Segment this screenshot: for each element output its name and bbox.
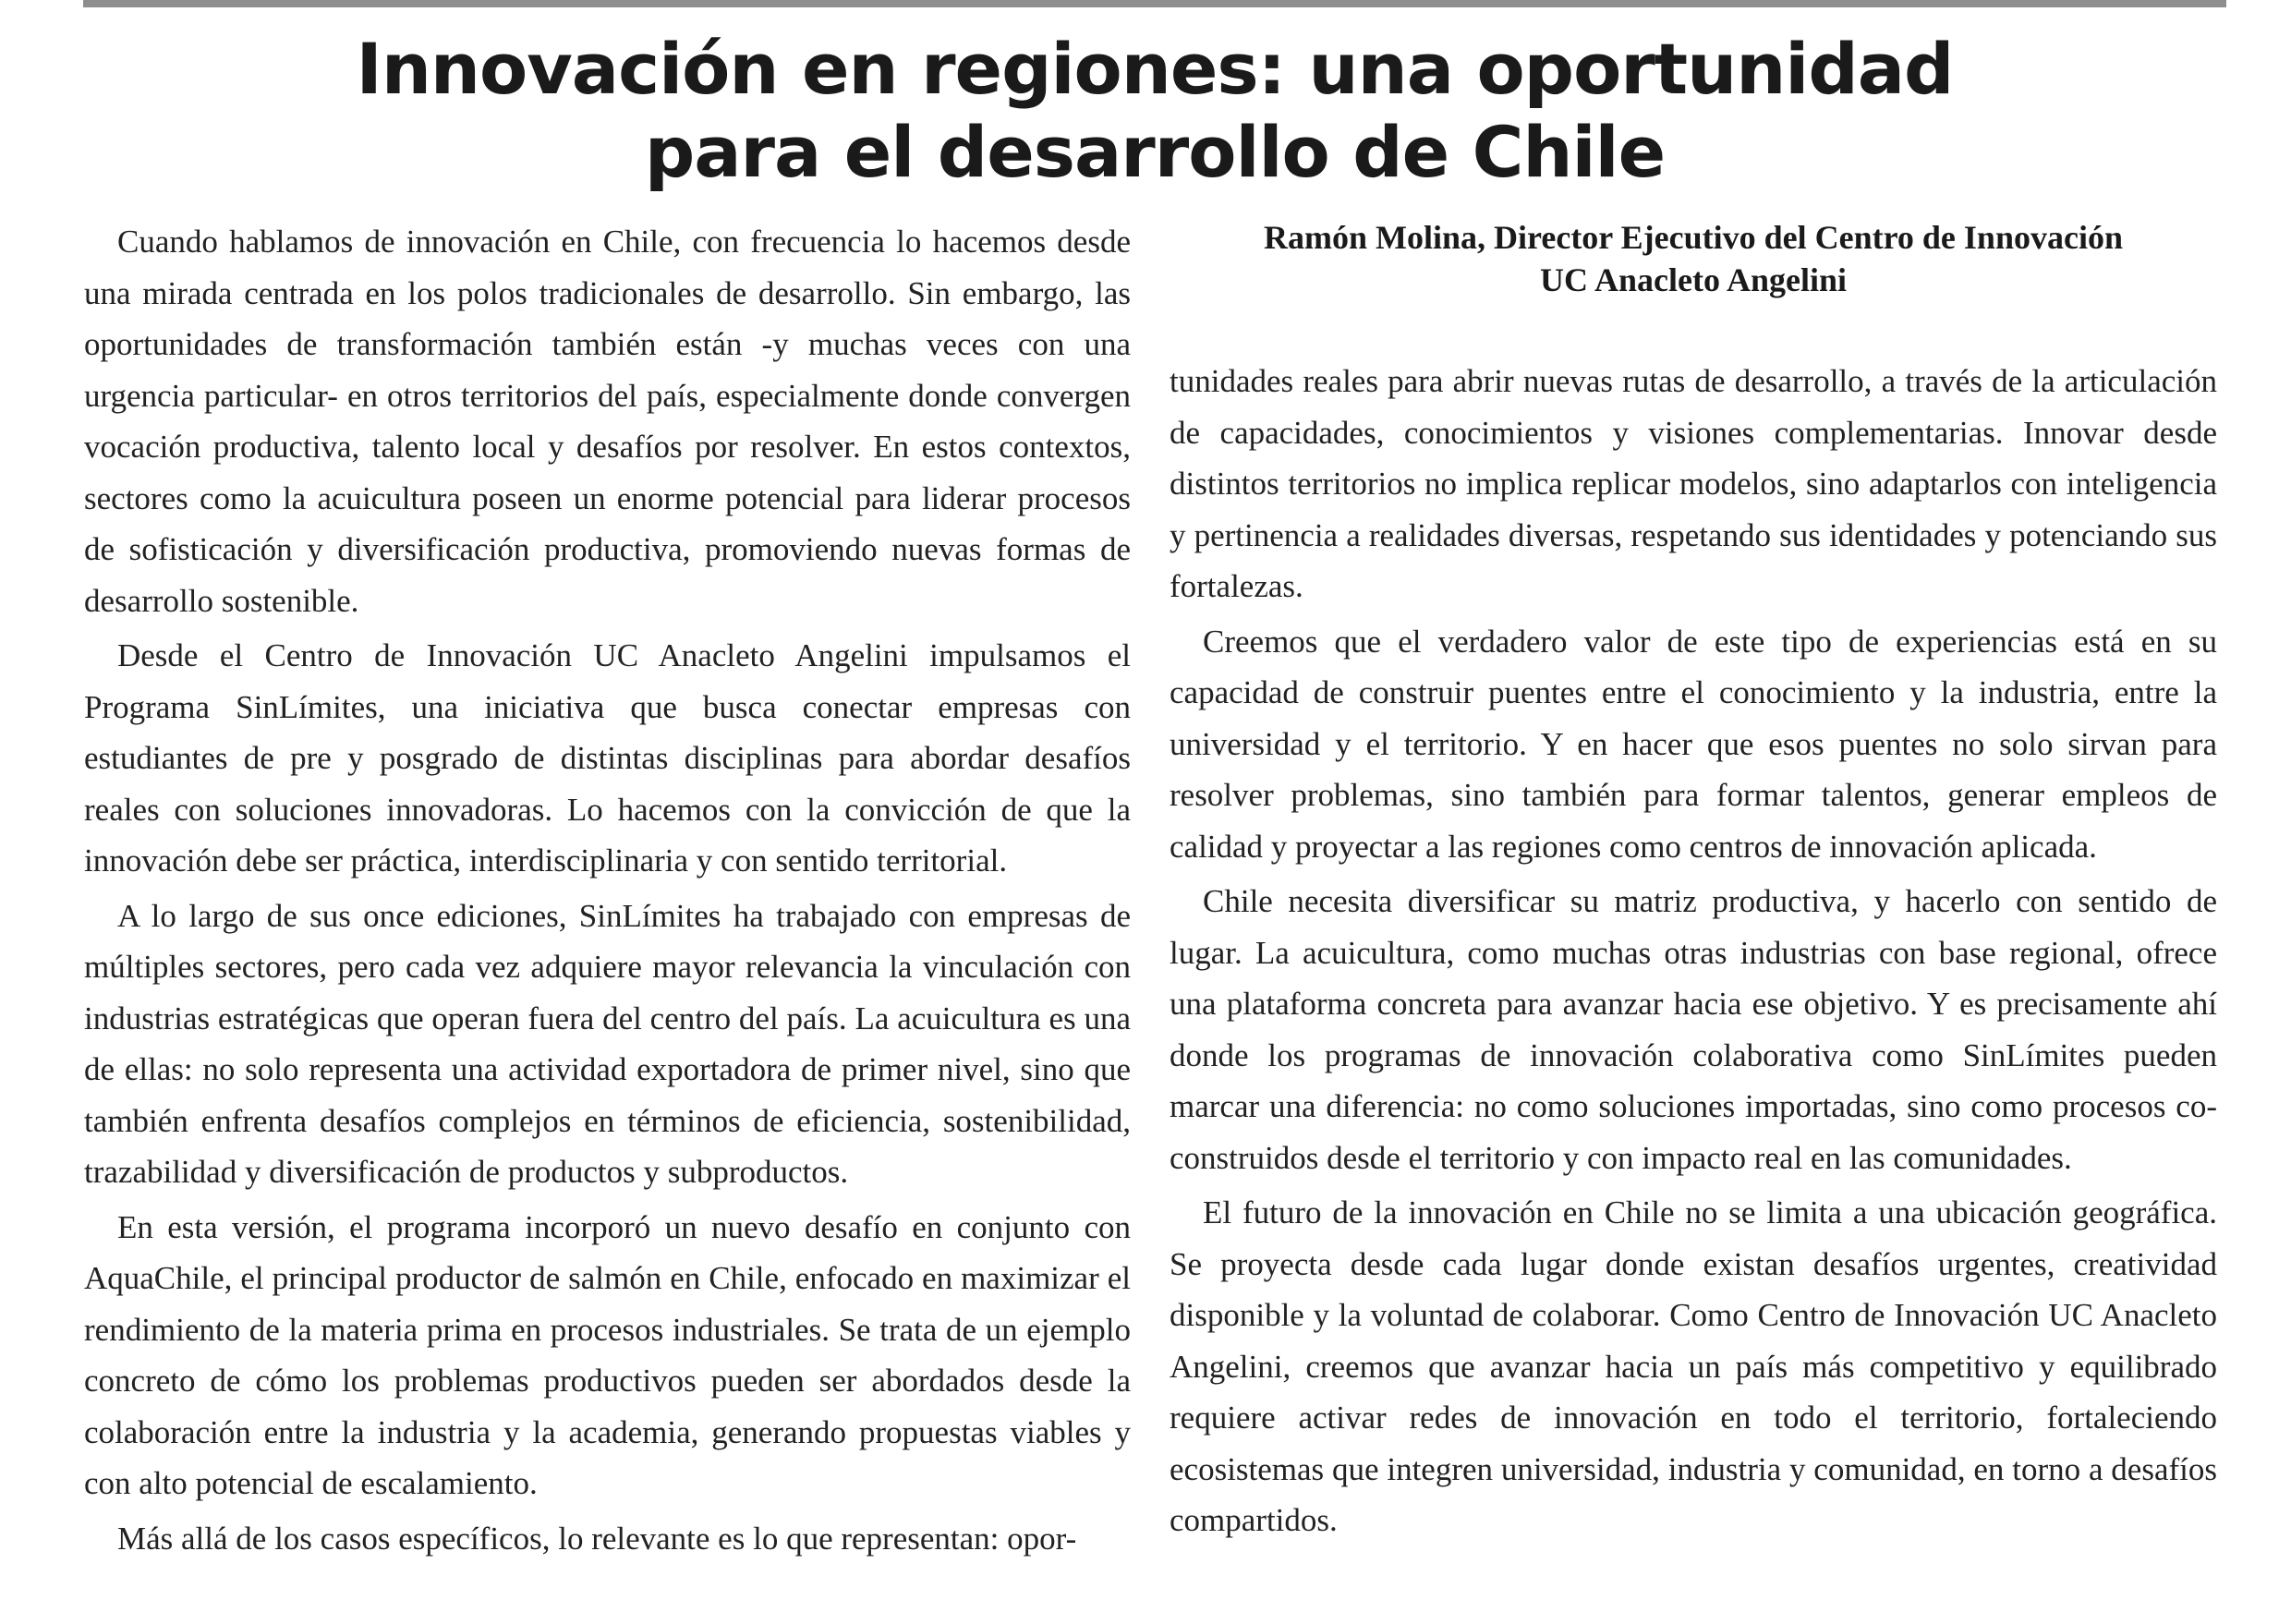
- top-rule: [83, 0, 2226, 7]
- paragraph-4: En esta versión, el programa incorporó un nuevo desafío en conjunto con AquaChile, el principal productor de salmón en Chile, enfocado en maximizar el rendimiento de la materia prima en procesos industriales. Se trata de un ejemplo concreto de cómo los problemas productivos pueden ser abordados desde la colaboración entre la industria y la academia, generando propuestas viables y con alto potencial de escalamiento.: [84, 1208, 1131, 1501]
- headline-line-1: Innovación en regiones: una oportunidad: [356, 28, 1954, 110]
- byline-line-1: Ramón Molina, Director Ejecutivo del Centro de Innovación: [1264, 219, 2123, 256]
- article-headline: [83, 28, 2226, 194]
- paragraph-6: Creemos que el verdadero valor de este tipo de experiencias está en su capacidad de construir puentes entre el conocimiento y la industria, entre la universidad y el territorio. Y en hacer que esos puentes no solo sirvan para resolver problemas, sino también para formar talentos, generar empleos de calidad y proyectar a las regiones como centros de innovación aplicada.: [1170, 623, 2217, 865]
- paragraph-3: A lo largo de sus once ediciones, SinLímites ha trabajado con empresas de múltiples sectores, pero cada vez adquiere mayor relevancia la vinculación con industrias estratégicas que operan fuera del centro del país. La acuicultura es una de ellas: no solo representa una actividad exportadora de primer nivel, sino que también enfrenta desafíos complejos en términos de eficiencia, sostenibilidad, trazabilidad y diversificación de productos y subproductos.: [84, 897, 1131, 1190]
- paragraph-2: Desde el Centro de Innovación UC Anacleto Angelini impulsamos el Programa SinLímites, una iniciativa que busca conectar empresas con estudiantes de pre y posgrado de distintas disciplinas para abordar desafíos reales con soluciones innovadoras. Lo hacemos con la convicción de que la innovación debe ser práctica, interdisciplinaria y con sentido territorial.: [84, 637, 1131, 879]
- paragraph-5-start: Más allá de los casos específicos, lo relevante es lo que representan: opor-: [117, 1520, 1077, 1557]
- paragraph-7: Chile necesita diversificar su matriz productiva, y hacerlo con sentido de lugar. La acuicultura, como muchas otras industrias con base regional, ofrece una plataforma concreta para avanzar hacia ese objetivo. Y es precisamente ahí donde los programas de innovación colaborativa como SinLímites pueden marcar una diferencia: no como soluciones importadas, sino como procesos co-construidos desde el territorio y con impacto real en las comunidades.: [1170, 883, 2217, 1176]
- byline-line-2: UC Anacleto Angelini: [1539, 261, 1847, 298]
- paragraph-8: El futuro de la innovación en Chile no se limita a una ubicación geográfica. Se proyecta desde cada lugar donde existan desafíos urgentes, creatividad disponible y la voluntad de colaborar. Como Centro de Innovación UC Anacleto Angelini, creemos que avanzar hacia un país más competitivo y equilibrado requiere activar redes de innovación en todo el territorio, fortaleciendo ecosistemas que integren universidad, industria y comunidad, en torno a desafíos compartidos.: [1170, 1194, 2217, 1538]
- left-column: [84, 216, 1131, 1568]
- paragraph-1: Cuando hablamos de innovación en Chile, con frecuencia lo hacemos desde una mirada centrada en los polos tradicionales de desarrollo. Sin embargo, las oportunidades de transformación también están -y muchas veces con una urgencia particular- en otros territorios del país, especialmente donde convergen vocación productiva, talento local y desafíos por resolver. En estos contextos, sectores como la acuicultura poseen un enorme potencial para liderar procesos de sofisticación y diversificación productiva, promoviendo nuevas formas de desarrollo sostenible.: [84, 224, 1131, 619]
- headline-line-2: para el desarrollo de Chile: [644, 111, 1666, 193]
- paragraph-5-continued: tunidades reales para abrir nuevas rutas de desarrollo, a través de la articulación de capacidades, conocimientos y visiones complementarias. Innovar desde distintos territorios no implica replicar modelos, sino adaptarlos con inteligencia y pertinencia a realidades diversas, respetando sus identidades y potenciando sus fortalezas.: [1170, 363, 2217, 604]
- right-column: [1170, 356, 2217, 1550]
- author-byline: [1170, 216, 2217, 301]
